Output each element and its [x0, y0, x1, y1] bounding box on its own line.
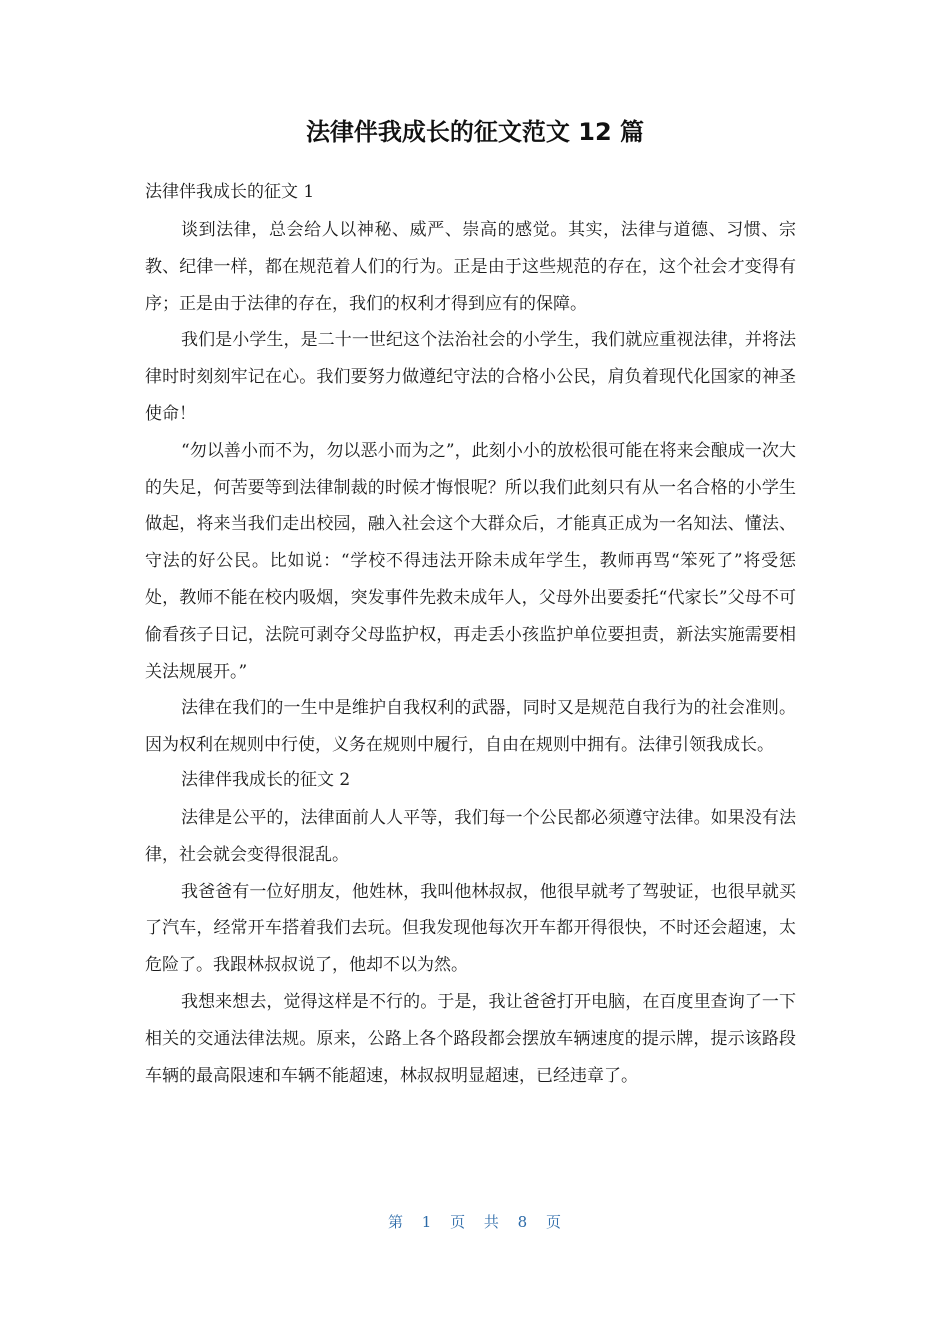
- document-body: [145, 176, 796, 1094]
- paragraph: 法律在我们的一生中是维护自我权利的武器，同时又是规范自我行为的社会准则。因为权利在规则中行使，义务在规则中履行，自由在规则中拥有。法律引领我成长。: [145, 698, 796, 756]
- paragraph: 我想来想去，觉得这样是不行的。于是，我让爸爸打开电脑，在百度里查询了一下相关的交通法律法规。原来，公路上各个路段都会摆放车辆速度的提示牌，提示该路段车辆的最高限速和车辆不能超速，林叔叔明显超速，已经违章了。: [145, 991, 796, 1086]
- page-number-footer: 第 1 页 共 8 页: [388, 1213, 562, 1231]
- section-heading-2: 法律伴我成长的征文 2: [181, 769, 351, 790]
- paragraph: 我爸爸有一位好朋友，他姓林，我叫他林叔叔，他很早就考了驾驶证，也很早就买了汽车，经常开车搭着我们去玩。但我发现他每次开车都开得很快，不时还会超速，太危险了。我跟林叔叔说了，他却不以为然。: [145, 881, 796, 976]
- section-heading-1: 法律伴我成长的征文 1: [145, 182, 315, 202]
- paragraph: 法律是公平的，法律面前人人平等，我们每一个公民都必须遵守法律。如果没有法律，社会就会变得很混乱。: [145, 807, 796, 865]
- paragraph: 我们是小学生，是二十一世纪这个法治社会的小学生，我们就应重视法律，并将法律时时刻刻牢记在心。我们要努力做遵纪守法的合格小公民，肩负着现代化国家的神圣使命！: [145, 330, 796, 424]
- paragraph: “勿以善小而不为，勿以恶小而为之”，此刻小小的放松很可能在将来会酿成一次大的失足，何苦要等到法律制裁的时候才悔恨呢？所以我们此刻只有从一名合格的小学生做起，将来当我们走出校园，融入社会这个大群众后，才能真正成为一名知法、懂法、守法的好公民。比如说：“学校不得违法开除未成年学生，教师再骂“笨死了”将受惩处，教师不能在校内吸烟，突发事件先救未成年人，父母外出要委托“代家长”父母不可偷看孩子日记，法院可剥夺父母监护权，再走丢小孩监护单位要担责，新法实施需要相关法规展开。”: [145, 440, 796, 682]
- paragraph: 谈到法律，总会给人以神秘、威严、崇高的感觉。其实，法律与道德、习惯、宗教、纪律一样，都在规范着人们的行为。正是由于这些规范的存在，这个社会才变得有序；正是由于法律的存在，我们的权利才得到应有的保障。: [145, 220, 796, 314]
- document-title: 法律伴我成长的征文范文 12 篇: [305, 118, 645, 146]
